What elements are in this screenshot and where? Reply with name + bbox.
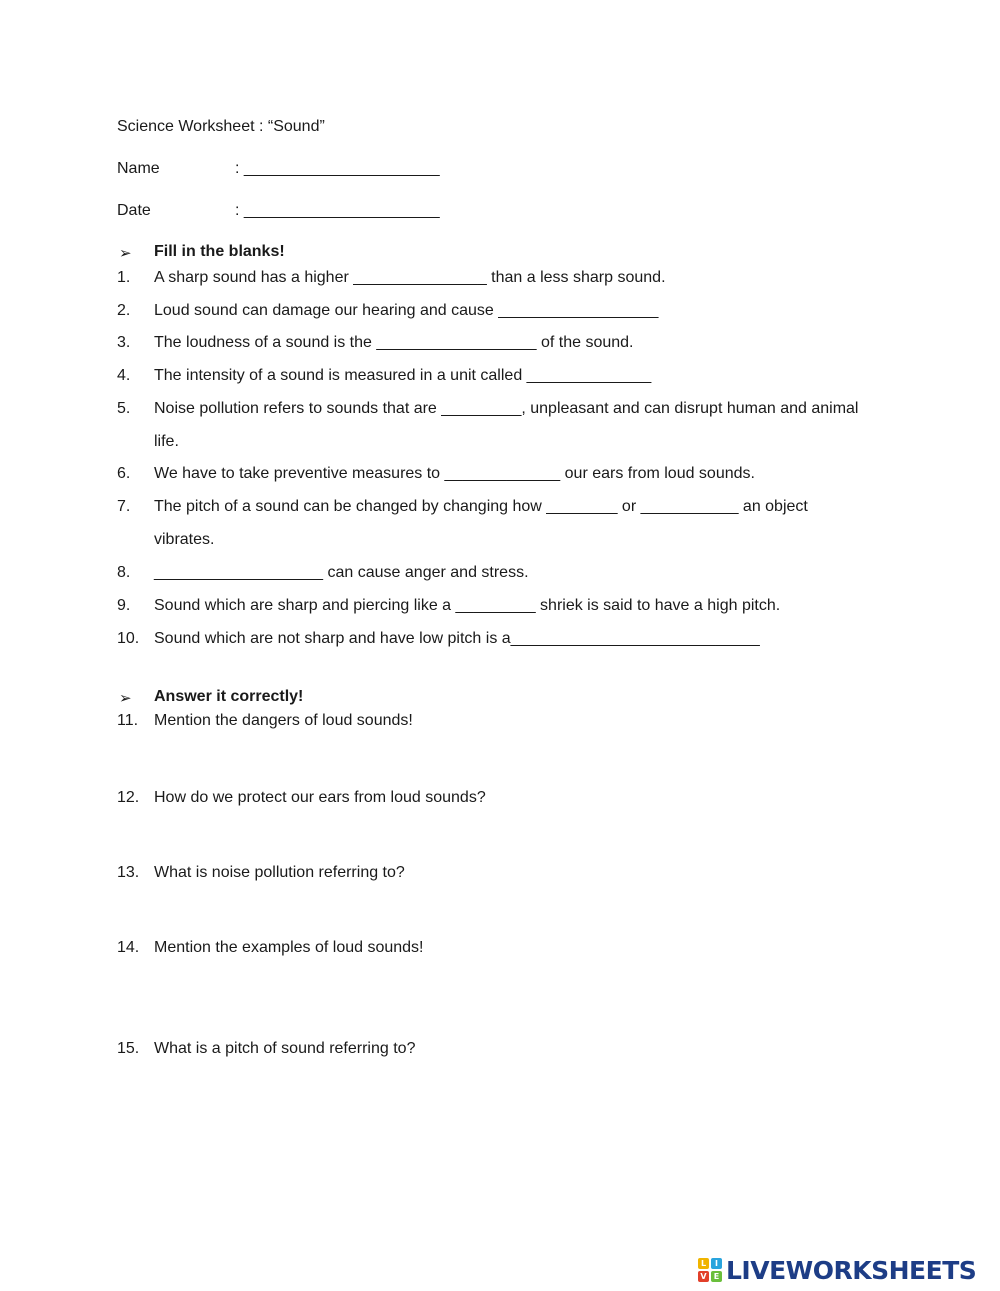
fill-item-text: Sound which are sharp and piercing like a _________ shriek is said to have a high pitch.: [154, 597, 781, 614]
bullet-arrow-icon: ➢: [119, 245, 132, 262]
fill-item-text: Noise pollution refers to sounds that are _________, unpleasant and can disrupt human and animal: [154, 400, 859, 417]
name-label: Name: [117, 160, 160, 177]
item-number: 4.: [117, 367, 131, 384]
question-number: 12.: [117, 789, 140, 806]
logo-text: LIVEWORKSHEETS: [726, 1255, 977, 1285]
fill-item-text: The pitch of a sound can be changed by changing how ________ or ___________ an object: [154, 498, 808, 515]
item-number: 6.: [117, 465, 131, 482]
item-number: 5.: [117, 400, 131, 417]
question-number: 14.: [117, 939, 140, 956]
date-label: Date: [117, 202, 151, 219]
worksheet-title: Science Worksheet : “Sound”: [117, 118, 325, 135]
logo-blocks-icon: [698, 1258, 722, 1282]
fill-item-text: Loud sound can damage our hearing and cause __________________: [154, 302, 659, 319]
fill-item-text: A sharp sound has a higher _______________ than a less sharp sound.: [154, 269, 666, 286]
item-number: 8.: [117, 564, 131, 581]
question-text: How do we protect our ears from loud sounds?: [154, 789, 486, 806]
bullet-arrow-icon: ➢: [119, 690, 132, 707]
question-text: What is a pitch of sound referring to?: [154, 1040, 416, 1057]
fill-item-text: ___________________ can cause anger and stress.: [154, 564, 529, 581]
item-number: 2.: [117, 302, 131, 319]
fill-item-text-continued: life.: [154, 433, 179, 450]
question-number: 11.: [117, 712, 139, 729]
logo-block: I: [711, 1258, 722, 1269]
question-number: 13.: [117, 864, 140, 881]
logo-block: V: [698, 1271, 709, 1282]
fill-item-text: Sound which are not sharp and have low pitch is a____________________________: [154, 630, 760, 647]
item-number: 9.: [117, 597, 131, 614]
item-number: 7.: [117, 498, 131, 515]
question-text: What is noise pollution referring to?: [154, 864, 405, 881]
section-heading-fill-blanks: Fill in the blanks!: [154, 243, 285, 260]
logo-block: E: [711, 1271, 722, 1282]
logo-block: L: [698, 1258, 709, 1269]
question-text: Mention the examples of loud sounds!: [154, 939, 424, 956]
question-number: 15.: [117, 1040, 140, 1057]
fill-item-text-continued: vibrates.: [154, 531, 215, 548]
item-number: 3.: [117, 334, 131, 351]
item-number: 1.: [117, 269, 131, 286]
item-number: 10.: [117, 630, 140, 647]
liveworksheets-logo: [698, 1255, 976, 1285]
fill-item-text: The intensity of a sound is measured in a unit called ______________: [154, 367, 652, 384]
date-field[interactable]: : ______________________: [235, 202, 440, 219]
fill-item-text: We have to take preventive measures to _____________ our ears from loud sounds.: [154, 465, 755, 482]
question-text: Mention the dangers of loud sounds!: [154, 712, 413, 729]
fill-item-text: The loudness of a sound is the __________________ of the sound.: [154, 334, 634, 351]
section-heading-answer: Answer it correctly!: [154, 688, 304, 705]
name-field[interactable]: : ______________________: [235, 160, 440, 177]
